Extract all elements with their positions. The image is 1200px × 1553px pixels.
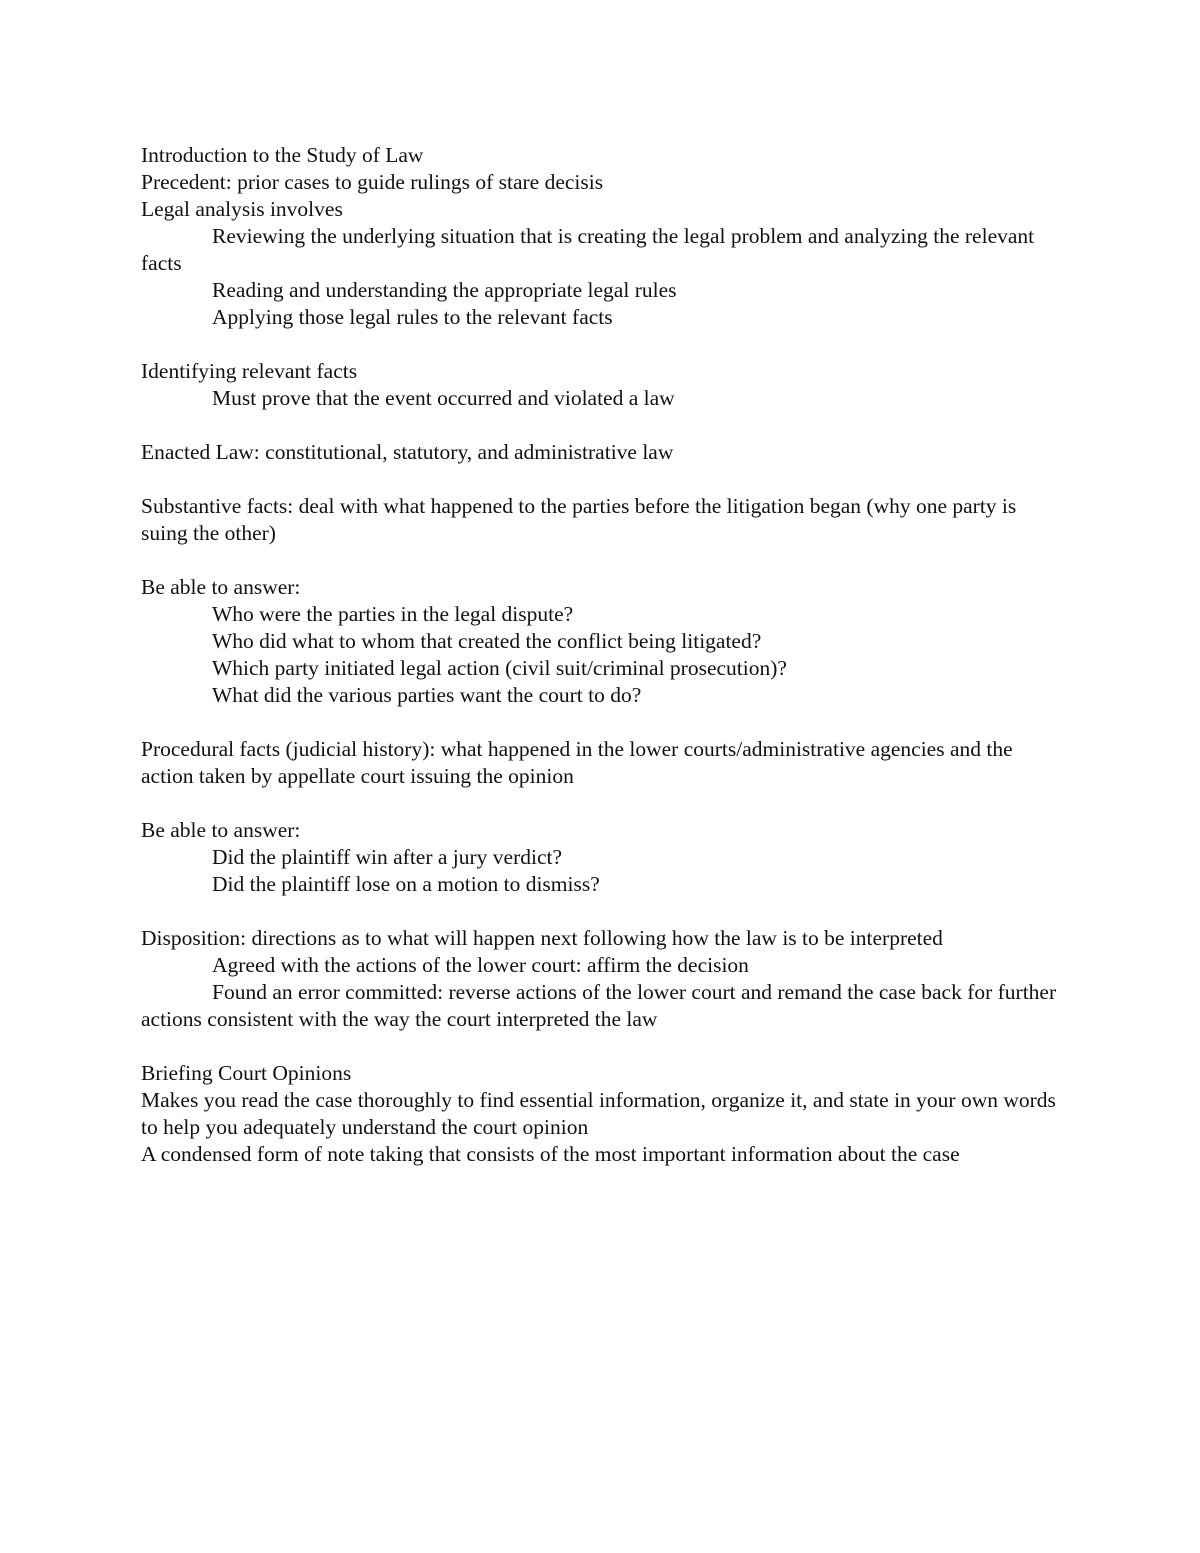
blank-line: [141, 412, 1061, 439]
note-line: Disposition: directions as to what will happen next following how the law is to be interpreted: [141, 926, 943, 950]
note-line: Makes you read the case thoroughly to find essential information, organize it, and state in your own words to help you adequately understand the court opinion: [141, 1088, 1056, 1139]
indented-note-line: Found an error committed: reverse actions of the lower court and remand the case back for further actions consistent with the way the court interpreted the law: [141, 980, 1057, 1031]
indented-note-line: Which party initiated legal action (civil suit/criminal prosecution)?: [212, 656, 787, 680]
blank-line: [141, 331, 1061, 358]
indented-note-line: Did the plaintiff lose on a motion to dismiss?: [212, 872, 600, 896]
note-line: Precedent: prior cases to guide rulings of stare decisis: [141, 170, 604, 194]
indented-note-line: Who did what to whom that created the conflict being litigated?: [212, 629, 762, 653]
indented-note-line: Must prove that the event occurred and violated a law: [212, 386, 675, 410]
note-line: Procedural facts (judicial history): what happened in the lower courts/administrative agencies and the action taken by appellate court issuing the opinion: [141, 737, 1013, 788]
note-line: A condensed form of note taking that consists of the most important information about the case: [141, 1142, 960, 1166]
note-line: Briefing Court Opinions: [141, 1061, 352, 1085]
note-line: Be able to answer:: [141, 575, 301, 599]
note-line: Legal analysis involves: [141, 197, 343, 221]
indented-note-line: What did the various parties want the court to do?: [212, 683, 642, 707]
indented-note-line: Did the plaintiff win after a jury verdict?: [212, 845, 563, 869]
note-line: Introduction to the Study of Law: [141, 143, 424, 167]
indented-note-line: Who were the parties in the legal dispute?: [212, 602, 574, 626]
blank-line: [141, 709, 1061, 736]
indented-note-line: Reviewing the underlying situation that is creating the legal problem and analyzing the relevant facts: [141, 224, 1035, 275]
indented-note-line: Reading and understanding the appropriate legal rules: [212, 278, 677, 302]
indented-note-line: Applying those legal rules to the relevant facts: [212, 305, 613, 329]
note-line: Identifying relevant facts: [141, 359, 358, 383]
document-body: [141, 142, 1061, 1168]
note-line: Enacted Law: constitutional, statutory, and administrative law: [141, 440, 674, 464]
blank-line: [141, 898, 1061, 925]
blank-line: [141, 790, 1061, 817]
indented-note-line: Agreed with the actions of the lower court: affirm the decision: [212, 953, 749, 977]
note-line: Be able to answer:: [141, 818, 301, 842]
blank-line: [141, 547, 1061, 574]
blank-line: [141, 466, 1061, 493]
note-line: Substantive facts: deal with what happened to the parties before the litigation began (why one party is suing the other): [141, 494, 1017, 545]
blank-line: [141, 1033, 1061, 1060]
